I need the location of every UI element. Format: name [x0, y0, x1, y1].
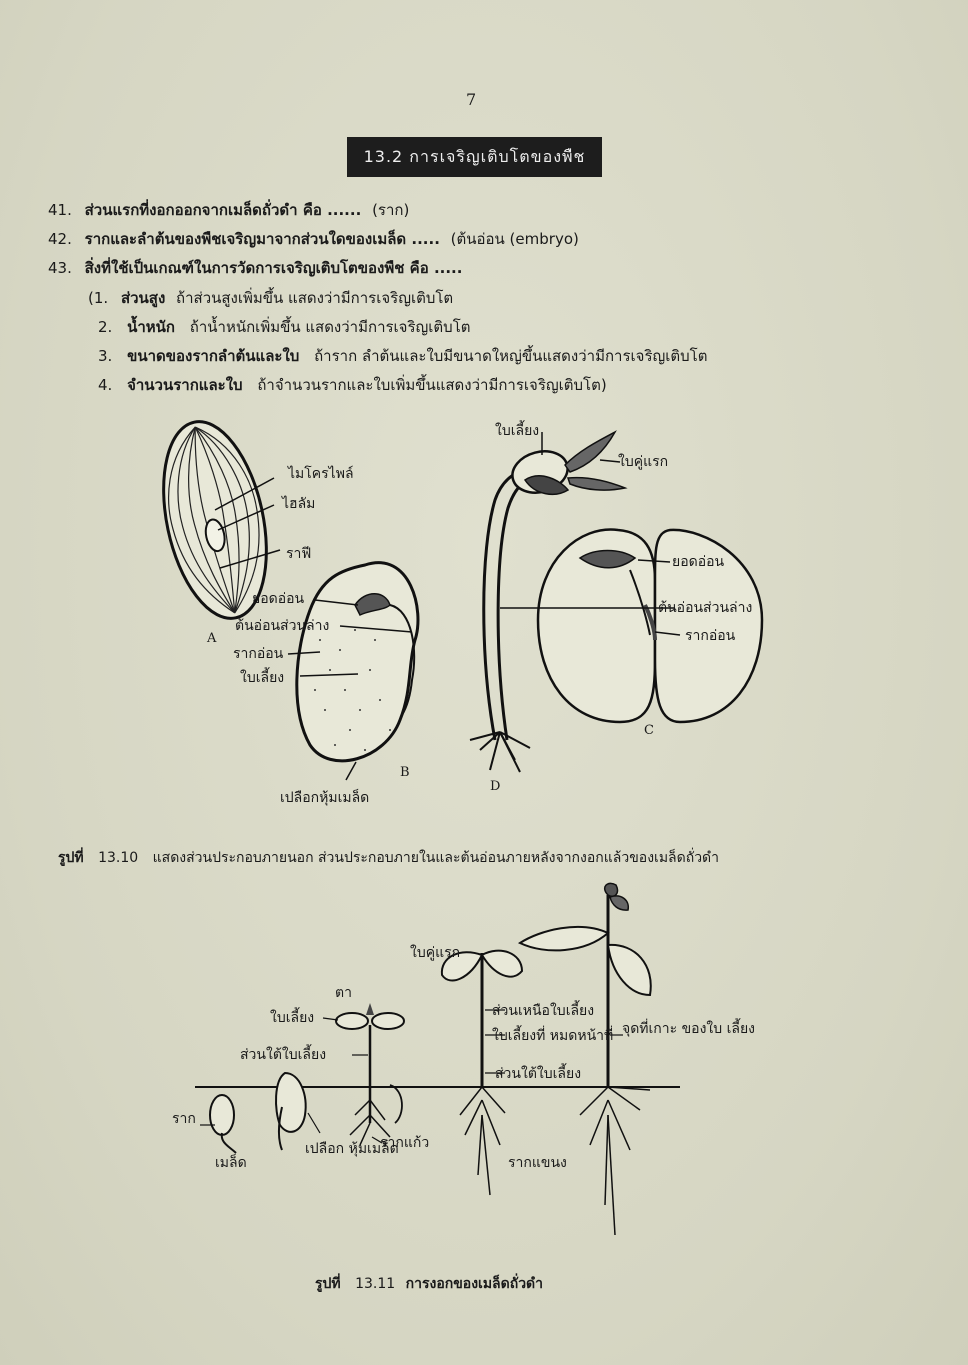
question-text: รากและลำต้นของพืชเจริญมาจากส่วนใดของเมล็ด ..... — [84, 230, 440, 248]
label-root: ราก — [172, 1111, 196, 1127]
criterion-term: ขนาดของรากลำต้นและใบ — [127, 347, 300, 365]
label-raphe: ราฟี — [286, 546, 312, 562]
question-answer: (ราก) — [372, 201, 410, 219]
caption-label: รูปที่ — [315, 1276, 341, 1292]
figure-13-10-seed-diagram — [150, 410, 810, 810]
caption-number: 13.11 — [355, 1276, 396, 1292]
label-shriveled-cotyledon: ใบเลี้ยงที่ หมดหน้าที่ — [492, 1028, 614, 1044]
letter-a: A — [207, 631, 217, 646]
criterion-4 — [98, 373, 607, 397]
label-hypocotyl-c: ต้นอ่อนส่วนล่าง — [658, 600, 753, 616]
criterion-desc: ถ้าราก ลำต้นและใบมีขนาดใหญ่ขึ้นแสดงว่ามีการเจริญเติบโต — [314, 347, 708, 365]
question-text: ส่วนแรกที่งอกออกจากเมล็ดถั่วดำ คือ ...... — [84, 201, 362, 219]
label-taproot: รากแก้ว — [380, 1135, 430, 1151]
germination-stage-2 — [276, 1073, 320, 1150]
caption-label: รูปที่ — [58, 850, 84, 866]
label-plumule-c: ยอดอ่อน — [672, 554, 725, 570]
letter-d: D — [490, 779, 501, 794]
criterion-2 — [98, 315, 471, 339]
question-answer: (ต้นอ่อน (embryo) — [450, 230, 579, 248]
label-first-leaves: ใบคู่แรก — [618, 454, 669, 470]
figure-13-11-germination-diagram — [160, 875, 756, 1265]
section-title: 13.2 การเจริญเติบโตของพืช — [347, 137, 602, 177]
label-cotyledon: ใบเลี้ยง — [270, 1010, 315, 1026]
criterion-number: 4. — [98, 376, 113, 394]
criterion-number: (1. — [88, 289, 109, 307]
criterion-term: ส่วนสูง — [120, 289, 166, 307]
page-number: 7 — [466, 90, 477, 109]
label-plumule-b: ยอดอ่อน — [252, 591, 305, 607]
label-first-leaves: ใบคู่แรก — [410, 945, 461, 961]
question-number: 41. — [48, 201, 72, 219]
letter-c: C — [644, 723, 654, 738]
caption-text: แสดงส่วนประกอบภายนอก ส่วนประกอบภายในและต้นอ่อนภายหลังจากงอกแล้วของเมล็ดถั่วดำ — [152, 850, 720, 866]
germination-stage-3 — [323, 1003, 404, 1145]
letter-b: B — [400, 765, 410, 780]
question-41 — [48, 198, 409, 222]
criterion-term: น้ำหนัก — [127, 318, 175, 336]
label-seed-coat: เปลือก หุ้มเมล็ด — [305, 1141, 399, 1157]
caption-text: การงอกของเมล็ดถั่วดำ — [405, 1276, 544, 1292]
label-bud: ตา — [335, 985, 352, 1001]
question-42 — [48, 227, 579, 251]
label-below-cotyledon: ส่วนใต้ใบเลี้ยง — [240, 1047, 327, 1063]
label-hypocotyl-b: ต้นอ่อนส่วนล่าง — [235, 618, 330, 634]
figure-13-10-caption — [58, 847, 719, 869]
label-hilum: ไฮลัม — [282, 496, 316, 512]
label-cotyledon-b: ใบเลี้ยง — [240, 670, 285, 686]
label-leaf-node: จุดที่เกาะ ของใบ เลี้ยง — [622, 1021, 756, 1037]
criterion-desc: ถ้าส่วนสูงเพิ่มขึ้น แสดงว่ามีการเจริญเติบโต — [176, 289, 454, 307]
germination-stage-1 — [200, 1095, 236, 1153]
figure-13-11-caption — [315, 1273, 543, 1295]
label-micropyle: ไมโครไพล์ — [288, 466, 354, 482]
criterion-3 — [98, 344, 707, 368]
caption-number: 13.10 — [98, 850, 139, 866]
label-radicle-c: รากอ่อน — [685, 628, 736, 644]
label-above-cotyledon: ส่วนเหนือใบเลี้ยง — [492, 1003, 595, 1019]
question-number: 42. — [48, 230, 72, 248]
criterion-term: จำนวนรากและใบ — [127, 376, 243, 394]
label-seed-coat: เปลือกหุ้มเมล็ด — [280, 790, 370, 806]
label-radicle-b: รากอ่อน — [233, 646, 284, 662]
label-lateral-root: รากแขนง — [508, 1155, 567, 1171]
criterion-number: 2. — [98, 318, 113, 336]
label-below-cotyledon-2: ส่วนใต้ใบเลี้ยง — [495, 1066, 582, 1082]
label-cotyledon-d: ใบเลี้ยง — [495, 423, 540, 439]
criterion-number: 3. — [98, 347, 113, 365]
label-seed: เมล็ด — [215, 1155, 247, 1171]
question-number: 43. — [48, 259, 72, 277]
question-43 — [48, 256, 462, 280]
question-text: สิ่งที่ใช้เป็นเกณฑ์ในการวัดการเจริญเติบโตของพืช คือ ..... — [84, 259, 463, 277]
criterion-1 — [88, 286, 453, 310]
seed-internal-view-b — [288, 563, 418, 780]
germination-stage-5 — [520, 883, 651, 1235]
criterion-desc: ถ้าจำนวนรากและใบเพิ่มขึ้นแสดงว่ามีการเจริญเติบโต) — [257, 376, 607, 394]
criterion-desc: ถ้าน้ำหนักเพิ่มขึ้น แสดงว่ามีการเจริญเติบโต — [189, 318, 471, 336]
